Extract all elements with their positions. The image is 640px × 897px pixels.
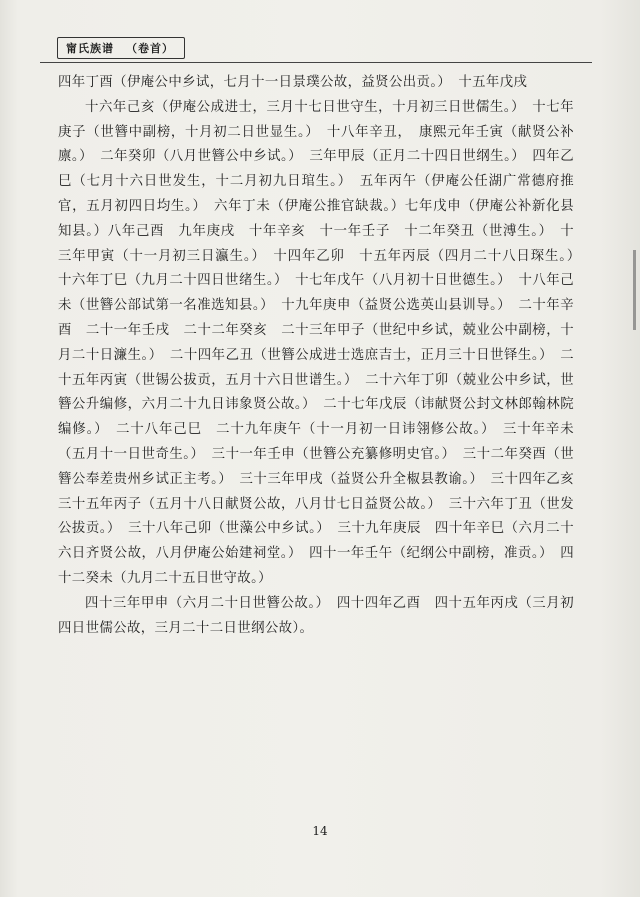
paragraph-1: 四年丁酉（伊庵公中乡试，七月十一日景璞公故，益贤公出贡。） 十五年戊戌 bbox=[58, 75, 528, 90]
chronicle-body bbox=[58, 71, 588, 641]
volume-label: （卷首） bbox=[126, 42, 174, 55]
paragraph-2: 十六年己亥（伊庵公成进士，三月十七日世守生，十月初三日世儒生。） 十七年庚子（世簪中副榜，十月初二日世显生。） 十八年辛丑， 康熙元年壬寅（献贤公补廪。） 二年癸卯（八月世簪公中乡试。） 三年甲辰（正月二十四日世纲生。） 四年乙巳（七月十六日世发生，十二月初九日琯生。） 五年丙午（伊庵公任湖广常德府推官，五月初四日均生。） 六年丁未（伊庵公推官缺裁。）七年戊申（伊庵公补新化县知县。）八年己酉 九年庚戌 十年辛亥 十一年壬子 十二年癸丑（世溥生。） 十三年甲寅（十一月初三日瀛生。） 十四年乙卯 十五年丙辰（四月二十八日琛生。） 十六年丁巳（九月二十四日世绪生。） 十七年戊午（八月初十日世德生。） 十八年己未（世簪公部试第一名准选知县。） 十九年庚申（益贤公选英山县训导。） 二十年辛酉 二十一年壬戌 二十二年癸亥 二十三年甲子（世纪中乡试，兢业公中副榜，十月二十日濂生。） 二十四年乙丑（世簪公成进士选庶吉士，正月三十日世铎生。） 二十五年丙寅（世锡公拔贡，五月十六日世谱生。） 二十六年丁卯（兢业公中乡试，世簪公升编修，六月二十九日讳象贤公故。） 二十七年戊辰（讳献贤公封文林郎翰林院编修。） 二十八年己巳 二十九年庚午（十一月初一日讳翎修公故。） 三十年辛未（五月十一日世奇生。） 三十一年壬申（世簪公充纂修明史官。） 三十二年癸酉（世簪公奉差贵州乡试正主考。） 三十三年甲戌（益贤公升全椒县教谕。） 三十四年乙亥 三十五年丙子（五月十八日献贤公故，八月廿七日益贤公故。） 三十六年丁丑（世发公拔贡。） 三十八年己卯（世藻公中乡试。） 三十九年庚辰 四十年辛巳（六月二十六日齐贤公故，八月伊庵公始建祠堂。） 四十一年壬午（纪纲公中副榜，准贡。） 四十二癸未（九月二十五日世守故。） bbox=[58, 99, 588, 586]
paragraph-3: 四十三年甲申（六月二十日世簪公故。） 四十四年乙酉 四十五年丙戌（三月初四日世儒公故，三月二十二日世纲公故）。 bbox=[58, 595, 574, 636]
scan-binding-mark bbox=[633, 250, 636, 330]
page-number: 14 bbox=[312, 824, 328, 838]
running-header bbox=[57, 37, 185, 59]
book-title: 甯氏族谱 bbox=[66, 42, 114, 55]
header-rule bbox=[40, 62, 592, 63]
